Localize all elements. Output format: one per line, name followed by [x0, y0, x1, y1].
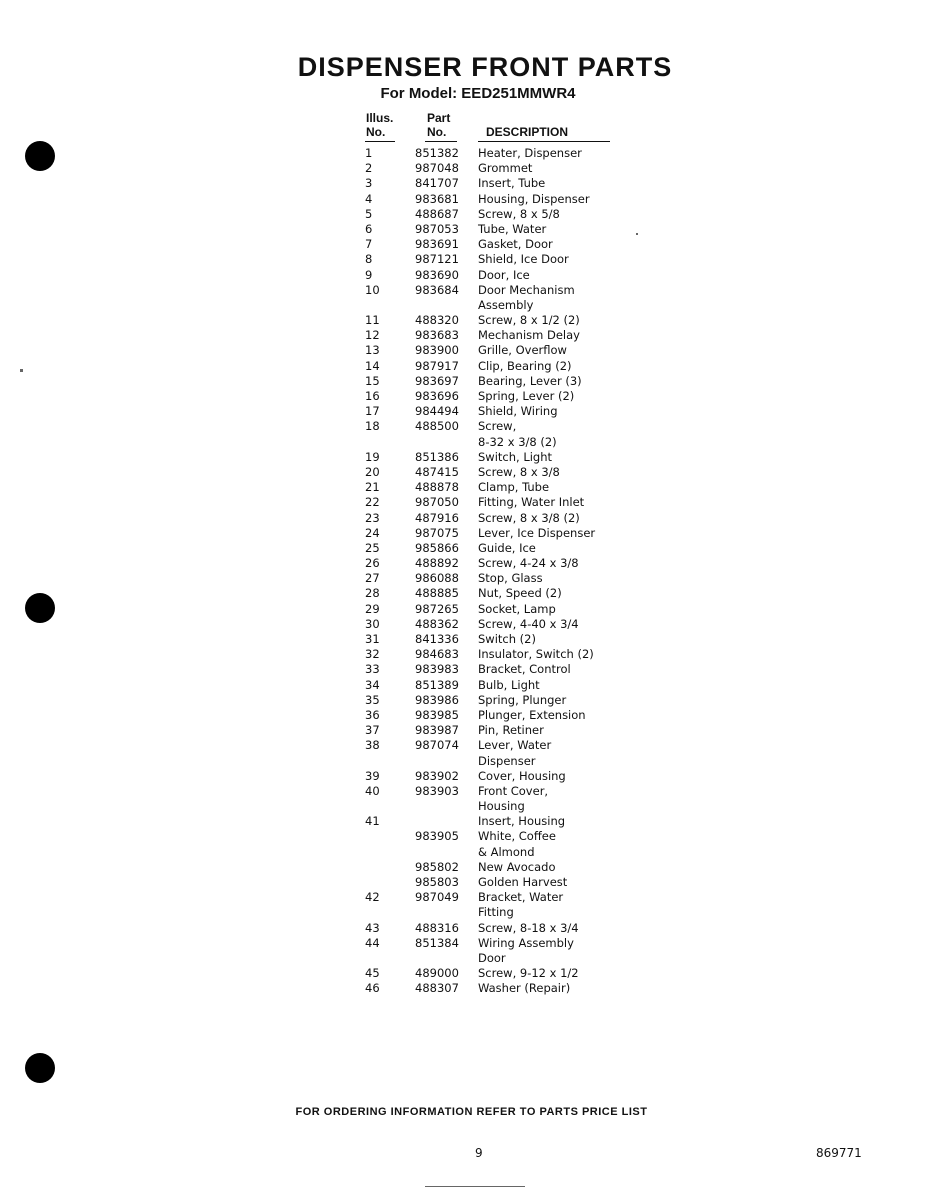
part-number: 987265 — [415, 601, 459, 616]
table-row — [365, 662, 645, 677]
illus-number: 33 — [365, 662, 380, 677]
part-number: 489000 — [415, 966, 459, 981]
table-row — [365, 298, 645, 313]
part-number: 983902 — [415, 768, 459, 783]
table-row — [365, 404, 645, 419]
part-description: Dispenser — [478, 753, 536, 768]
part-number: 488316 — [415, 920, 459, 935]
part-description: Front Cover, — [478, 783, 549, 798]
part-number: 983985 — [415, 707, 459, 722]
part-number: 488878 — [415, 480, 459, 495]
part-number: 987050 — [415, 495, 459, 510]
part-number: 487916 — [415, 510, 459, 525]
table-row — [365, 450, 645, 465]
part-number: 983684 — [415, 282, 459, 297]
part-description: Screw, 8 x 5/8 — [478, 206, 560, 221]
illus-number: 14 — [365, 358, 380, 373]
table-row — [365, 541, 645, 556]
illus-number: 10 — [365, 282, 380, 297]
part-number: 983905 — [415, 829, 459, 844]
illus-number: 21 — [365, 480, 380, 495]
header-part-no — [427, 111, 450, 139]
part-number: 488885 — [415, 586, 459, 601]
part-number: 983683 — [415, 328, 459, 343]
part-description: Bracket, Control — [478, 662, 571, 677]
header-illus-no-label: No. — [366, 125, 386, 139]
part-description: New Avocado — [478, 859, 556, 874]
part-description: Screw, 8-18 x 3/4 — [478, 920, 579, 935]
illus-number: 2 — [365, 161, 373, 176]
part-description: & Almond — [478, 844, 535, 859]
part-description: Washer (Repair) — [478, 981, 571, 996]
table-row — [365, 207, 645, 222]
table-row — [365, 799, 645, 814]
illus-number: 43 — [365, 920, 380, 935]
table-row — [365, 374, 645, 389]
part-number: 985802 — [415, 859, 459, 874]
part-description: Pin, Retiner — [478, 723, 544, 738]
table-row — [365, 176, 645, 191]
table-row — [365, 480, 645, 495]
part-description: Lever, Water — [478, 738, 552, 753]
table-row — [365, 921, 645, 936]
part-description: Lever, Ice Dispenser — [478, 525, 596, 540]
binder-hole-bottom — [25, 1053, 55, 1083]
model-subtitle: For Model: EED251MMWR4 — [380, 85, 576, 102]
part-description: Screw, 4-40 x 3/4 — [478, 616, 579, 631]
part-description: Socket, Lamp — [478, 601, 556, 616]
table-row — [365, 951, 645, 966]
header-illus-label: Illus. — [366, 111, 394, 125]
illus-number: 30 — [365, 616, 380, 631]
table-row — [365, 829, 645, 844]
part-description: Screw, 8 x 1/2 (2) — [478, 313, 580, 328]
table-row — [365, 845, 645, 860]
illus-number: 18 — [365, 419, 380, 434]
part-description: Bracket, Water — [478, 890, 564, 905]
table-row — [365, 192, 645, 207]
table-row — [365, 784, 645, 799]
table-row — [365, 693, 645, 708]
table-row — [365, 161, 645, 176]
illus-number: 37 — [365, 723, 380, 738]
table-row — [365, 890, 645, 905]
illus-number: 32 — [365, 647, 380, 662]
header-illus-no — [366, 111, 393, 139]
part-description: Screw, 8 x 3/8 — [478, 464, 560, 479]
part-description: Bearing, Lever (3) — [478, 373, 582, 388]
part-number: 983983 — [415, 662, 459, 677]
ordering-footer: FOR ORDERING INFORMATION REFER TO PARTS PRICE LIST — [295, 1106, 648, 1118]
part-number: 983691 — [415, 237, 459, 252]
part-description: Shield, Ice Door — [478, 252, 569, 267]
parts-table — [365, 146, 645, 997]
illus-number: 40 — [365, 783, 380, 798]
table-row — [365, 936, 645, 951]
illus-number: 35 — [365, 692, 380, 707]
illus-number: 19 — [365, 449, 380, 464]
part-number: 487415 — [415, 464, 459, 479]
part-number: 987048 — [415, 161, 459, 176]
table-row — [365, 146, 645, 161]
binder-hole-middle — [25, 593, 55, 623]
table-row — [365, 389, 645, 404]
illus-number: 45 — [365, 966, 380, 981]
table-row — [365, 283, 645, 298]
part-description: Guide, Ice — [478, 540, 536, 555]
part-description: Insert, Tube — [478, 176, 546, 191]
part-number: 841707 — [415, 176, 459, 191]
part-description: Plunger, Extension — [478, 707, 586, 722]
illus-number: 23 — [365, 510, 380, 525]
illus-number: 15 — [365, 373, 380, 388]
part-number: 987074 — [415, 738, 459, 753]
part-description: Screw, — [478, 419, 517, 434]
table-row — [365, 465, 645, 480]
table-row — [365, 268, 645, 283]
table-row — [365, 632, 645, 647]
table-row — [365, 586, 645, 601]
illus-number: 27 — [365, 571, 380, 586]
table-row — [365, 769, 645, 784]
part-description: Heater, Dispenser — [478, 146, 582, 160]
part-description: Wiring Assembly — [478, 935, 574, 950]
part-number: 488320 — [415, 313, 459, 328]
table-row — [365, 435, 645, 450]
part-number: 984494 — [415, 404, 459, 419]
illus-number: 3 — [365, 176, 373, 191]
illus-number: 22 — [365, 495, 380, 510]
part-description: Screw, 4-24 x 3/8 — [478, 556, 579, 571]
table-row — [365, 495, 645, 510]
part-number: 985803 — [415, 875, 459, 889]
table-row — [365, 602, 645, 617]
part-description: Screw, 9-12 x 1/2 — [478, 966, 579, 981]
table-row — [365, 814, 645, 829]
table-row — [365, 556, 645, 571]
part-number: 488500 — [415, 419, 459, 434]
illus-number: 20 — [365, 464, 380, 479]
illus-number: 11 — [365, 313, 380, 328]
part-description: Housing, Dispenser — [478, 191, 590, 206]
header-rule-part — [425, 141, 457, 142]
illus-number: 29 — [365, 601, 380, 616]
part-description: Switch, Light — [478, 449, 553, 464]
part-number: 488362 — [415, 616, 459, 631]
table-row — [365, 313, 645, 328]
illus-number: 17 — [365, 404, 380, 419]
part-number: 987049 — [415, 890, 459, 905]
table-row — [365, 905, 645, 920]
part-number: 987917 — [415, 358, 459, 373]
part-description: Grommet — [478, 161, 533, 176]
illus-number: 6 — [365, 221, 373, 236]
page-number: 9 — [475, 1146, 483, 1160]
table-row — [365, 708, 645, 723]
part-number: 984683 — [415, 647, 459, 662]
part-description: Switch (2) — [478, 632, 536, 646]
part-description: Bulb, Light — [478, 677, 540, 692]
part-description: Insulator, Switch (2) — [478, 647, 594, 662]
part-description: Fitting, Water Inlet — [478, 495, 585, 510]
part-description: 8-32 x 3/8 (2) — [478, 434, 557, 449]
part-number: 488307 — [415, 981, 459, 996]
part-number: 985866 — [415, 540, 459, 555]
document-number: 869771 — [816, 1146, 862, 1160]
part-description: Fitting — [478, 905, 514, 920]
part-number: 983903 — [415, 783, 459, 798]
part-number: 987053 — [415, 221, 459, 236]
binder-hole-top — [25, 141, 55, 171]
illus-number: 36 — [365, 707, 380, 722]
illus-number: 41 — [365, 814, 380, 829]
part-description: Clip, Bearing (2) — [478, 358, 572, 373]
scan-speck — [20, 369, 23, 372]
illus-number: 12 — [365, 328, 380, 343]
part-description: Door Mechanism — [478, 282, 575, 297]
table-row — [365, 875, 645, 890]
table-row — [365, 359, 645, 374]
part-number: 851382 — [415, 146, 459, 160]
table-row — [365, 511, 645, 526]
header-part-label: Part — [427, 111, 451, 125]
part-description: Nut, Speed (2) — [478, 586, 562, 601]
illus-number: 38 — [365, 738, 380, 753]
part-description: Door, Ice — [478, 267, 530, 282]
part-description: Shield, Wiring — [478, 404, 558, 419]
part-number: 983986 — [415, 692, 459, 707]
part-number: 983696 — [415, 389, 459, 403]
illus-number: 28 — [365, 586, 380, 601]
illus-number: 26 — [365, 556, 380, 571]
part-number: 983697 — [415, 373, 459, 388]
part-description: Tube, Water — [478, 221, 547, 236]
table-row — [365, 419, 645, 434]
part-description: Door — [478, 950, 506, 965]
table-row — [365, 754, 645, 769]
illus-number: 1 — [365, 146, 373, 160]
illus-number: 9 — [365, 267, 373, 282]
part-description: Gasket, Door — [478, 237, 553, 252]
table-row — [365, 571, 645, 586]
table-row — [365, 328, 645, 343]
table-row — [365, 738, 645, 753]
table-row — [365, 860, 645, 875]
table-row — [365, 222, 645, 237]
part-description: Housing — [478, 799, 525, 814]
table-row — [365, 526, 645, 541]
part-number: 851384 — [415, 935, 459, 950]
header-part-no-label: No. — [427, 125, 447, 139]
part-number: 488687 — [415, 206, 459, 221]
part-number: 841336 — [415, 632, 459, 646]
illus-number: 13 — [365, 343, 380, 358]
table-row — [365, 617, 645, 632]
illus-number: 16 — [365, 389, 380, 403]
part-description: Screw, 8 x 3/8 (2) — [478, 510, 580, 525]
illus-number: 42 — [365, 890, 380, 905]
part-description: Stop, Glass — [478, 571, 543, 586]
table-row — [365, 343, 645, 358]
illus-number: 8 — [365, 252, 373, 267]
part-description: Golden Harvest — [478, 875, 568, 889]
illus-number: 34 — [365, 677, 380, 692]
header-rule-description — [478, 141, 610, 142]
illus-number: 7 — [365, 237, 373, 252]
part-number: 987075 — [415, 525, 459, 540]
page-title: DISPENSER FRONT PARTS — [297, 52, 673, 82]
part-description: Assembly — [478, 297, 534, 312]
part-number: 983900 — [415, 343, 459, 358]
table-row — [365, 723, 645, 738]
illus-number: 25 — [365, 540, 380, 555]
table-row — [365, 678, 645, 693]
illus-number: 39 — [365, 768, 380, 783]
part-number: 851386 — [415, 449, 459, 464]
part-number: 983690 — [415, 267, 459, 282]
table-row — [365, 252, 645, 267]
illus-number: 46 — [365, 981, 380, 996]
table-row — [365, 237, 645, 252]
part-description: Insert, Housing — [478, 814, 566, 829]
part-description: Mechanism Delay — [478, 328, 580, 343]
table-row — [365, 966, 645, 981]
table-row — [365, 981, 645, 996]
part-number: 851389 — [415, 677, 459, 692]
part-number: 983681 — [415, 191, 459, 206]
header-description: DESCRIPTION — [486, 125, 569, 139]
illus-number: 44 — [365, 935, 380, 950]
part-description: White, Coffee — [478, 829, 556, 844]
header-rule-illus — [365, 141, 395, 142]
illus-number: 31 — [365, 632, 380, 646]
part-description: Cover, Housing — [478, 768, 566, 783]
table-row — [365, 647, 645, 662]
part-description: Grille, Overflow — [478, 343, 567, 358]
part-description: Spring, Lever (2) — [478, 389, 575, 403]
illus-number: 24 — [365, 525, 380, 540]
part-number: 986088 — [415, 571, 459, 586]
scan-speck — [425, 1186, 525, 1187]
illus-number: 5 — [365, 206, 373, 221]
part-number: 488892 — [415, 556, 459, 571]
part-description: Clamp, Tube — [478, 480, 550, 495]
part-number: 987121 — [415, 252, 459, 267]
part-description: Spring, Plunger — [478, 692, 567, 707]
part-number: 983987 — [415, 723, 459, 738]
illus-number: 4 — [365, 191, 373, 206]
